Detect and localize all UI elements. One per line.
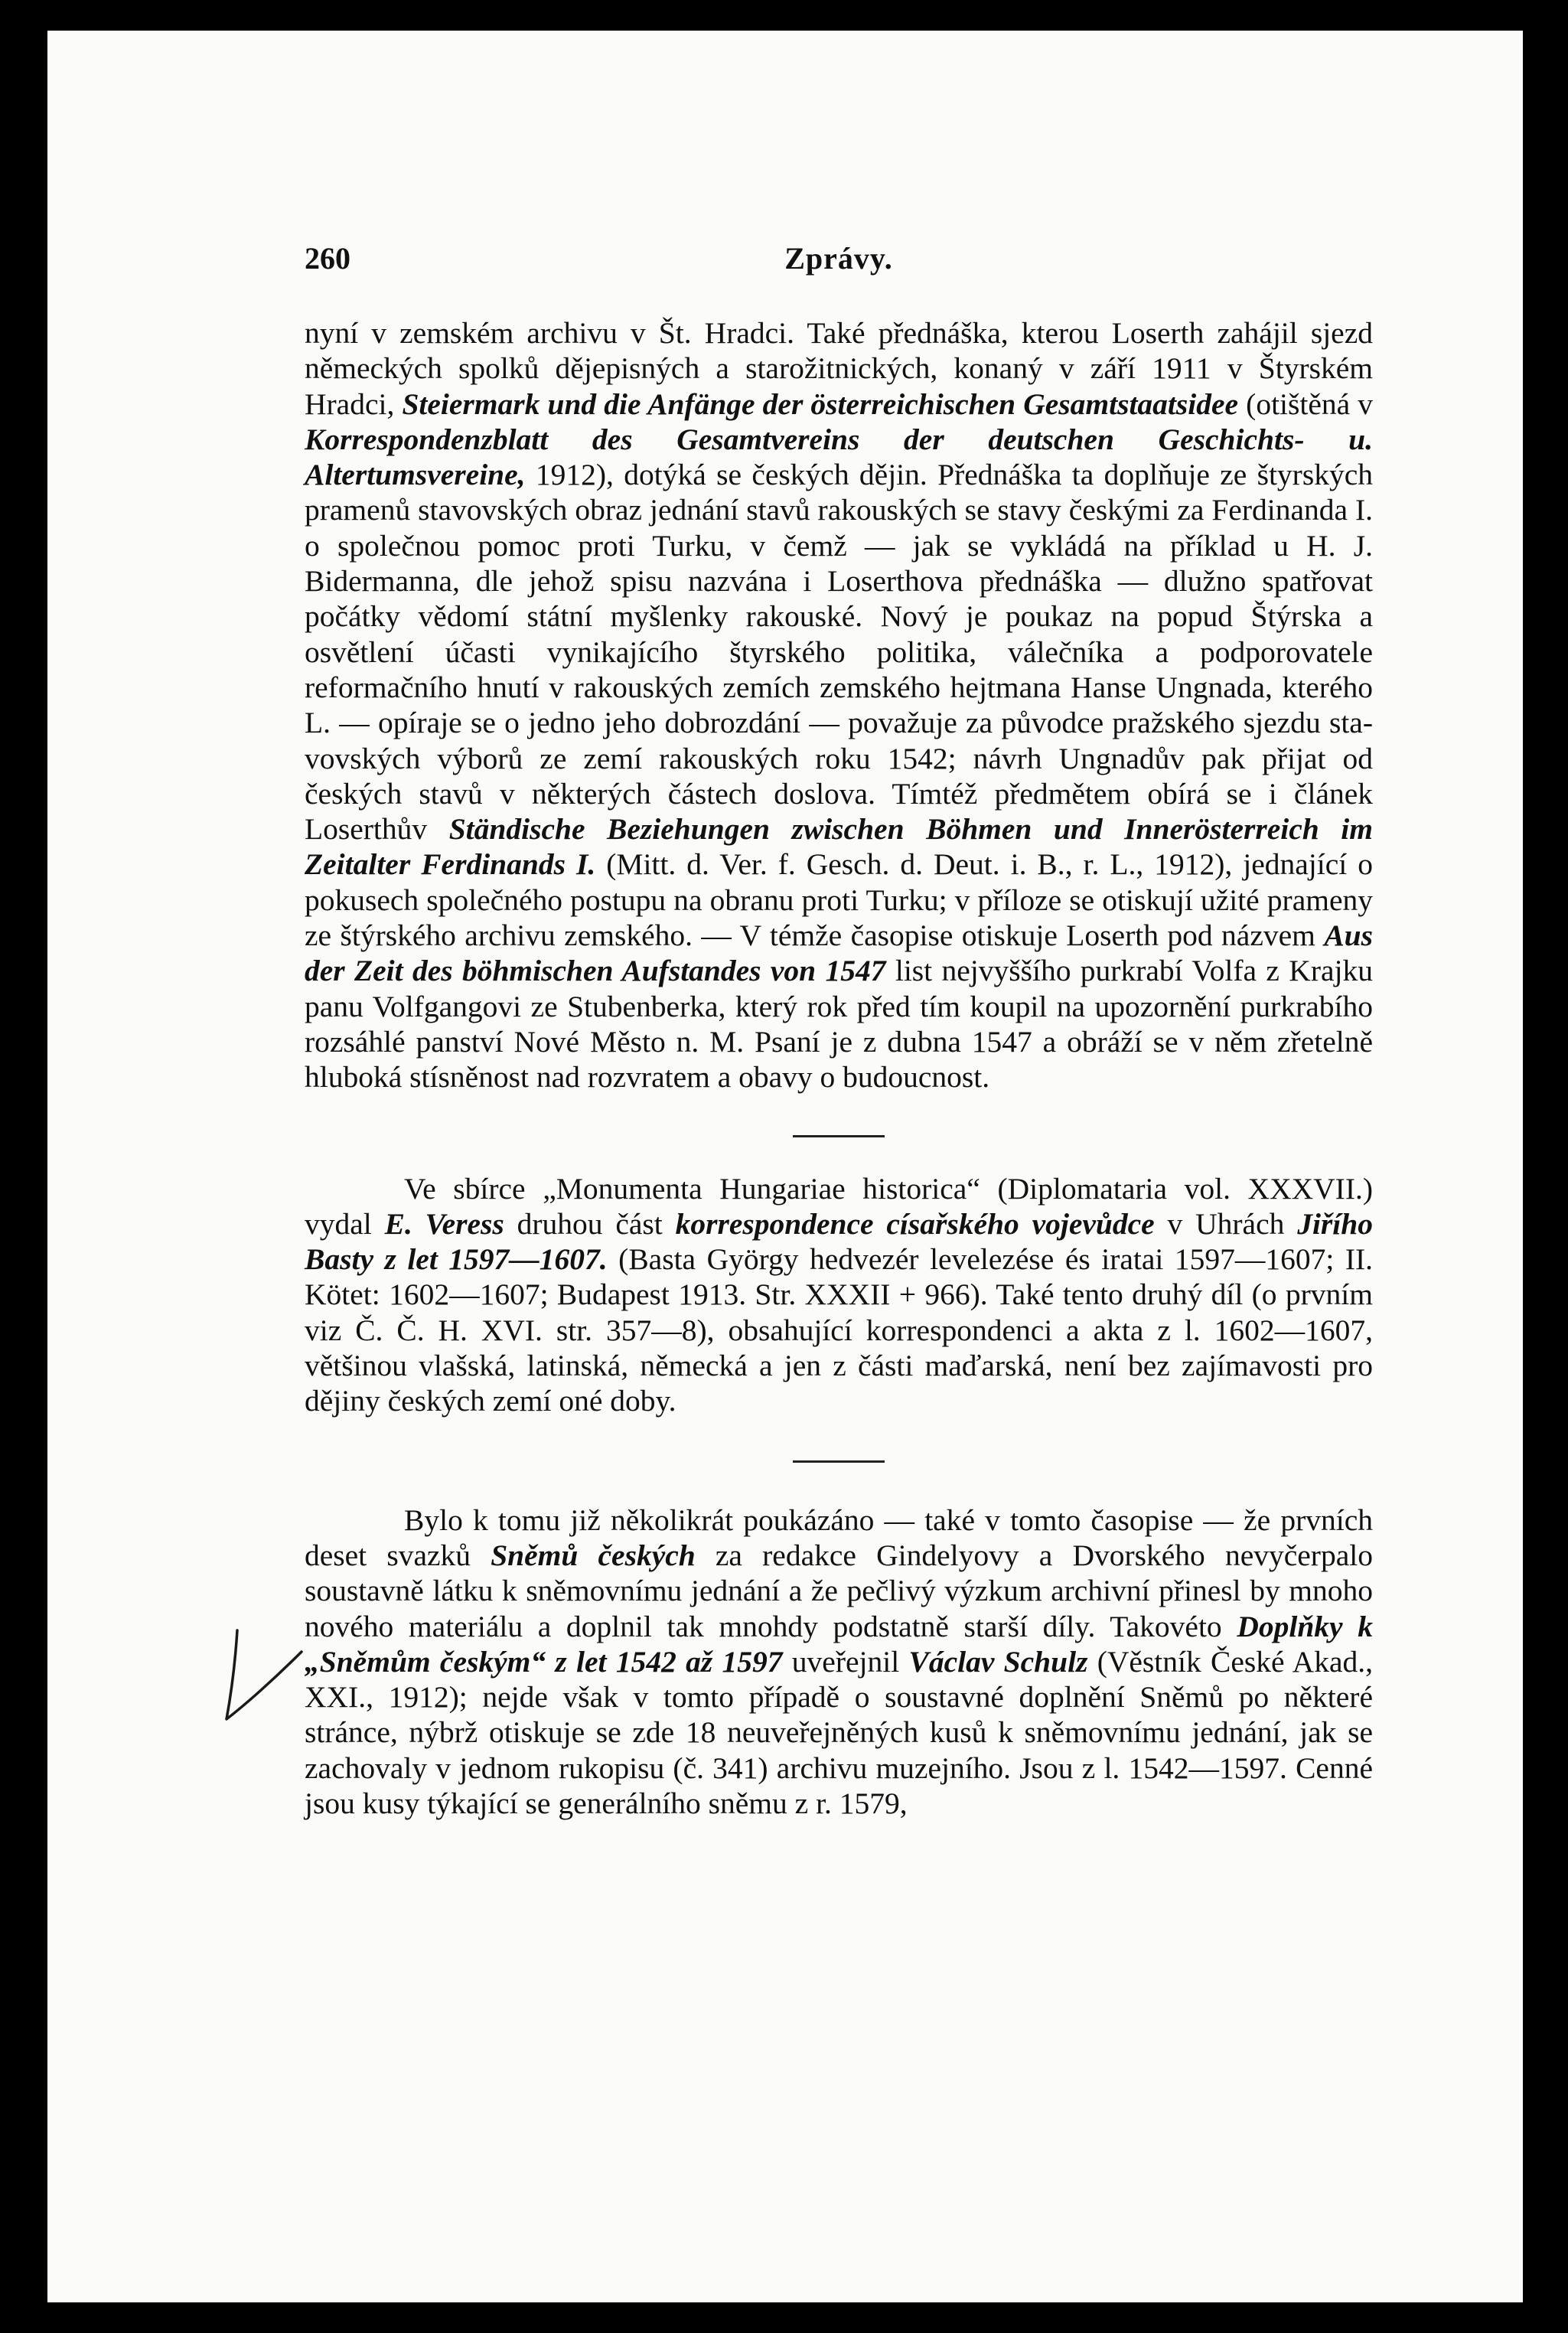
title-run: Ständische Beziehungen zwischen Böhmen und Innerösterreich im Zeitalter Ferdinands I.	[305, 812, 1373, 882]
text-run: druhou část	[504, 1206, 676, 1241]
section-divider	[793, 1460, 885, 1463]
title-run: Jiřího Basty z let 1597—1607.	[305, 1206, 1373, 1277]
paragraph-veress	[305, 1171, 1373, 1419]
page-number: 260	[305, 241, 350, 276]
title-run: Sněmů českých	[491, 1538, 696, 1572]
body-text	[305, 315, 1373, 1821]
paragraph-loserth	[305, 315, 1373, 1095]
title-run: Korrespondenzblatt des Gesamtvereins der deutschen Geschichts- u. Altertumsvereine,	[305, 422, 1373, 492]
page-header	[305, 240, 1373, 286]
text-run: (Basta György hedvezér levelezése és iratai 1597—1607; II. Kötet: 1602—1607; Budapest 1913. Str. XXXII + 966). Také tento druhý díl (o prvním viz Č. Č. H. XVI. str. 357—8), obsahující korrespondenci a akta z l. 1602—1607, většinou vlašská, latinská, německá a jen z části maďarská, není bez zajímavosti pro dějiny českých zemí oné doby.	[305, 1242, 1374, 1418]
author-run: Václav Schulz	[908, 1644, 1088, 1679]
title-run: Aus der Zeit des böhmischen Aufstandes von 1547	[305, 919, 1373, 988]
text-run: (Věstník České Akad., XXI., 1912); nejde však v tomto případě o soustavné doplnění Sněmů po některé stránce, nýbrž otiskuje se zde 18 neuveřejněných kusů k sněmovnímu jednání, jak se zachovaly v jednom rukopisu (č. 341) archivu muzejního. Jsou z l. 1542—1597. Cenné jsou kusy týkající se generálního sněmu z r. 1579,	[305, 1644, 1373, 1820]
title-run: Doplňky k „Sněmům českým“ z let 1542 až 1597	[305, 1609, 1373, 1679]
title-run: Steiermark und die Anfänge der österreichischen Gesamtstaatsidee	[402, 387, 1239, 421]
text-run: list nejvyššího purkrabí Volfa z Krajku panu Volfgangovi ze Stubenberka, který rok před tím koupil na upozornění purkrabího rozsáhlé panství Nové Město n. M. Psaní je z dubna 1547 a obráží se v něm zřetelně hluboká stísněnost nad rozvratem a obavy o budoucnost.	[305, 954, 1373, 1095]
text-run: (otištěná v	[1238, 387, 1374, 421]
text-run: v Uhrách	[1154, 1206, 1298, 1241]
text-run: za redakce Gindelyovy a Dvorského nevyčerpalo soustavně látku k sněmovnímu jednání a že pečlivý výzkum archivní přinesl by mnoho nového materiálu a doplnil tak mnohdy podstatně starší díly. Takovéto	[305, 1538, 1373, 1643]
running-head: Zprávy.	[784, 241, 893, 276]
author-run: E. Veress	[384, 1206, 504, 1241]
paragraph-snemy	[305, 1503, 1373, 1822]
text-run: nyní v zemském archivu v Št. Hradci. Také přednáška, kterou Loserth zahájil sjezd německých spolků dějepisných a starožitnických, konaný v září 1911 v Štyrském Hradci,	[305, 316, 1373, 421]
title-run: korrespondence císařského vojevůdce	[675, 1206, 1155, 1241]
text-run: 1912), dotýká se českých dějin. Přednáška ta doplňuje ze štyrských pramenů stavovských obraz jednání stavů rakouských se stavy českými za Ferdinanda I. o společnou pomoc proti Turku, v čemž — jak se vykládá na příklad u H. J. Bidermanna, dle jehož spisu nazvána i Loserthova přednáška — dlužno spatřovat počátky vědomí státní myšlenky rakouské. Nový je poukaz na popud Štýrska a osvětlení účasti vynikajícího štyrského politika, válečníka a podporovatele reformačního hnutí v rakouských zemích zemského hejtmana Hanse Ungnada, kterého L. — opíraje se o jedno jeho dobrozdání — považuje za původce pražského sjezdu stavovských výborů ze zemí rakouských roku 1542; návrh Ungnadův pak přijat od českých stavů v některých částech doslova. Tímtéž předmětem obírá se i článek Loserthův	[305, 458, 1373, 847]
text-run: (Mitt. d. Ver. f. Gesch. d. Deut. i. B., r. L., 1912), jednající o pokusech společného postupu na obranu proti Turku; v příloze se otiskují užité prameny ze štýrského archivu zemského. — V témže časopise otiskuje Loserth pod názvem	[305, 847, 1373, 953]
text-run: uveřejnil	[782, 1644, 909, 1679]
text-run: Ve sbírce „Monumenta Hungariae historica“ (Diplomataria vol. XXXVII.) vydal	[305, 1171, 1373, 1241]
text-run: Bylo k tomu již několikrát poukázáno — také v tomto časopise — že prvních deset svazků	[305, 1503, 1373, 1572]
section-divider	[793, 1135, 885, 1137]
handwritten-checkmark-icon	[216, 1624, 308, 1739]
